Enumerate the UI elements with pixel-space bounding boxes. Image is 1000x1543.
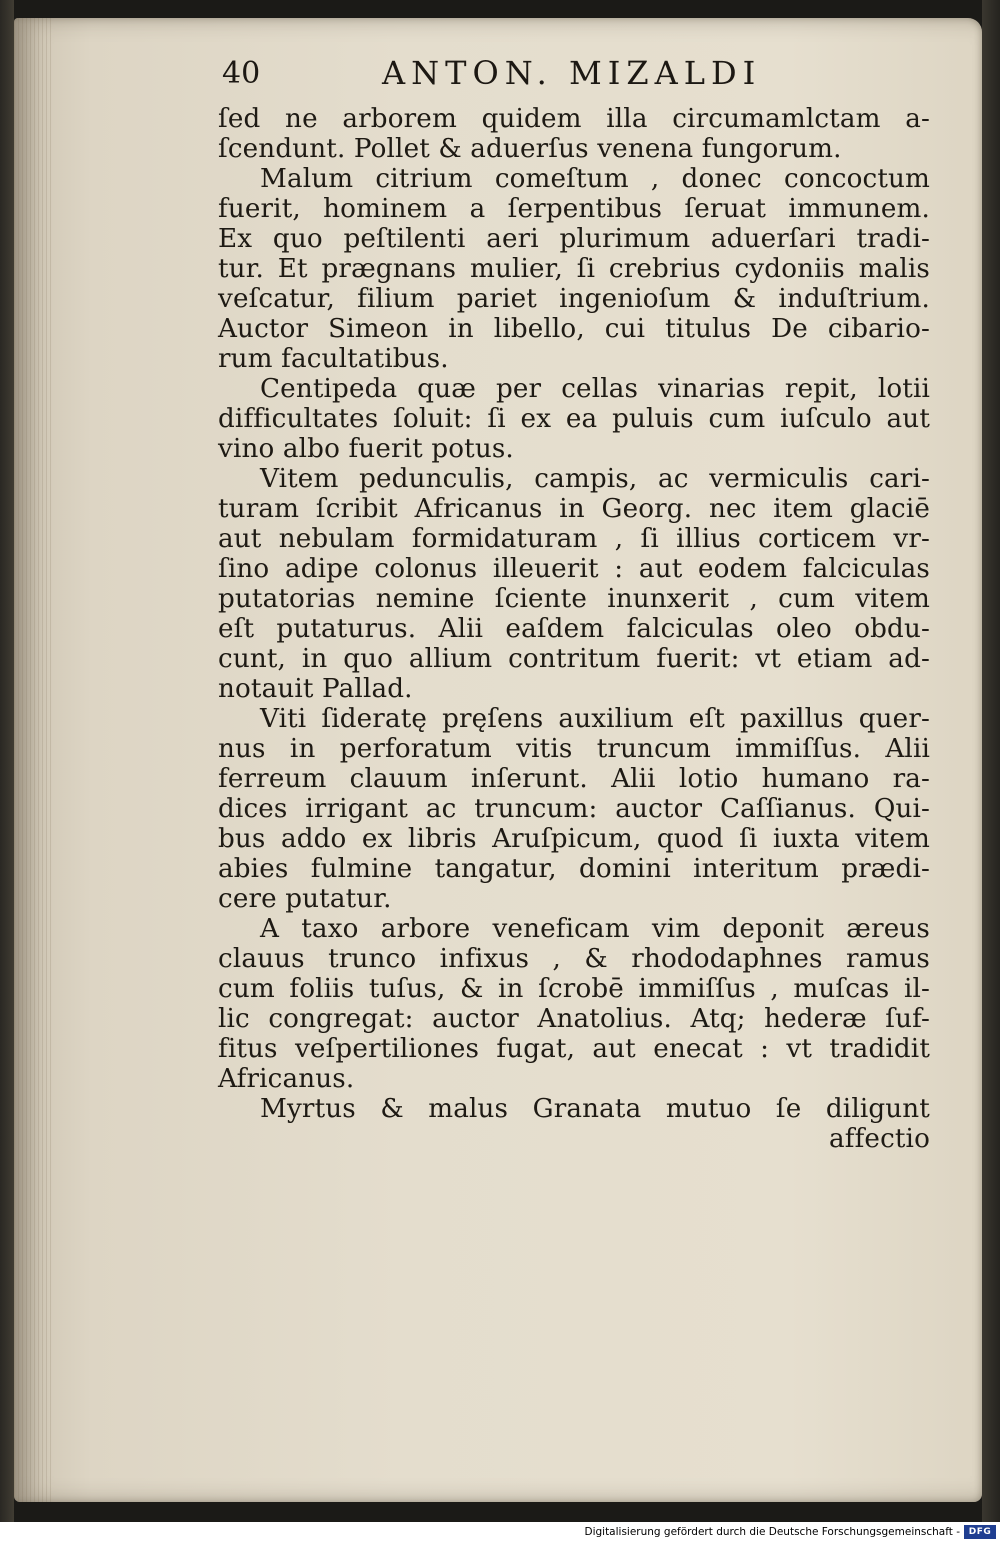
text-line: ferreum clauum inſerunt. Alii lotio humano ra- bbox=[218, 764, 930, 794]
text-line: tur. Et prægnans mulier, ſi crebrius cydoniis malis bbox=[218, 254, 930, 284]
running-title: ANTON. MIZALDI bbox=[382, 54, 762, 92]
book-cover-right-edge bbox=[982, 0, 1000, 1522]
text-line: cere putatur. bbox=[218, 884, 392, 914]
text-line: vino albo fuerit potus. bbox=[218, 434, 514, 464]
funding-credit: Digitalisierung gefördert durch die Deutsche Forschungsgemeinschaft - bbox=[584, 1526, 960, 1538]
text-line: Vitem pedunculis, campis, ac vermiculis cari- bbox=[260, 464, 930, 494]
text-line: clauus trunco infixus , & rhododaphnes ramus bbox=[218, 944, 930, 974]
text-line: eſt putaturus. Alii eaſdem falciculas oleo obdu- bbox=[218, 614, 930, 644]
text-line: aut nebulam formidaturam , ſi illius corticem vr- bbox=[218, 524, 930, 554]
text-line: Africanus. bbox=[218, 1064, 355, 1094]
text-line: bus addo ex libris Aruſpicum, quod ſi iuxta vitem bbox=[218, 824, 930, 854]
text-line: nus in perforatum vitis truncum immiſſus. Alii bbox=[218, 734, 930, 764]
text-line: cum foliis tuſus, & in ſcrobē immiſſus , muſcas il- bbox=[218, 974, 930, 1004]
text-line: ſino adipe colonus illeuerit : aut eodem falciculas bbox=[218, 554, 930, 584]
page-number: 40 bbox=[222, 56, 261, 91]
text-line: veſcatur, filium pariet ingenioſum & induſtrium. bbox=[218, 284, 930, 314]
text-line: difficultates ſoluit: ſi ex ea puluis cum iuſculo aut bbox=[218, 404, 930, 434]
text-line: ſcendunt. Pollet & aduerſus venena fungorum. bbox=[218, 134, 842, 164]
text-line: ſed ne arborem quidem illa circumamlctam a- bbox=[218, 104, 930, 134]
text-line: fuerit, hominem a ſerpentibus ſeruat immunem. bbox=[218, 194, 930, 224]
running-head bbox=[222, 50, 782, 100]
text-line: A taxo arbore veneficam vim deponit æreus bbox=[260, 914, 930, 944]
text-line: Viti ſideratę pręſens auxilium eſt paxillus quer- bbox=[260, 704, 930, 734]
text-line: cunt, in quo allium contritum fuerit: vt etiam ad- bbox=[218, 644, 930, 674]
text-line: abies fulmine tangatur, domini interitum prædi- bbox=[218, 854, 930, 884]
text-line: Malum citrium comeſtum , donec concoctum bbox=[260, 164, 930, 194]
text-line: dices irrigant ac truncum: auctor Caſſianus. Qui- bbox=[218, 794, 930, 824]
text-line: Auctor Simeon in libello, cui titulus De cibario- bbox=[218, 314, 930, 344]
footer-bar bbox=[0, 1522, 1000, 1543]
text-line: notauit Pallad. bbox=[218, 674, 413, 704]
text-block bbox=[218, 104, 930, 1154]
text-line: turam ſcribit Africanus in Georg. nec item glaciē bbox=[218, 494, 930, 524]
text-line: affectio bbox=[828, 1124, 930, 1154]
book-cover-left-edge bbox=[0, 0, 14, 1522]
text-line: fitus veſpertiliones fugat, aut enecat : vt tradidit bbox=[218, 1034, 930, 1064]
text-line: Ex quo peſtilenti aeri plurimum aduerſari tradi- bbox=[218, 224, 930, 254]
text-line: lic congregat: auctor Anatolius. Atq; hederæ ſuf- bbox=[218, 1004, 930, 1034]
text-line: Myrtus & malus Granata mutuo ſe diligunt bbox=[260, 1094, 930, 1124]
text-line: putatorias nemine ſciente inunxerit , cum vitem bbox=[218, 584, 930, 614]
text-line: rum facultatibus. bbox=[218, 344, 449, 374]
page-gutter-edges bbox=[14, 18, 54, 1502]
dfg-logo: DFG bbox=[964, 1525, 996, 1539]
text-line: Centipeda quæ per cellas vinarias repit, lotii bbox=[260, 374, 930, 404]
